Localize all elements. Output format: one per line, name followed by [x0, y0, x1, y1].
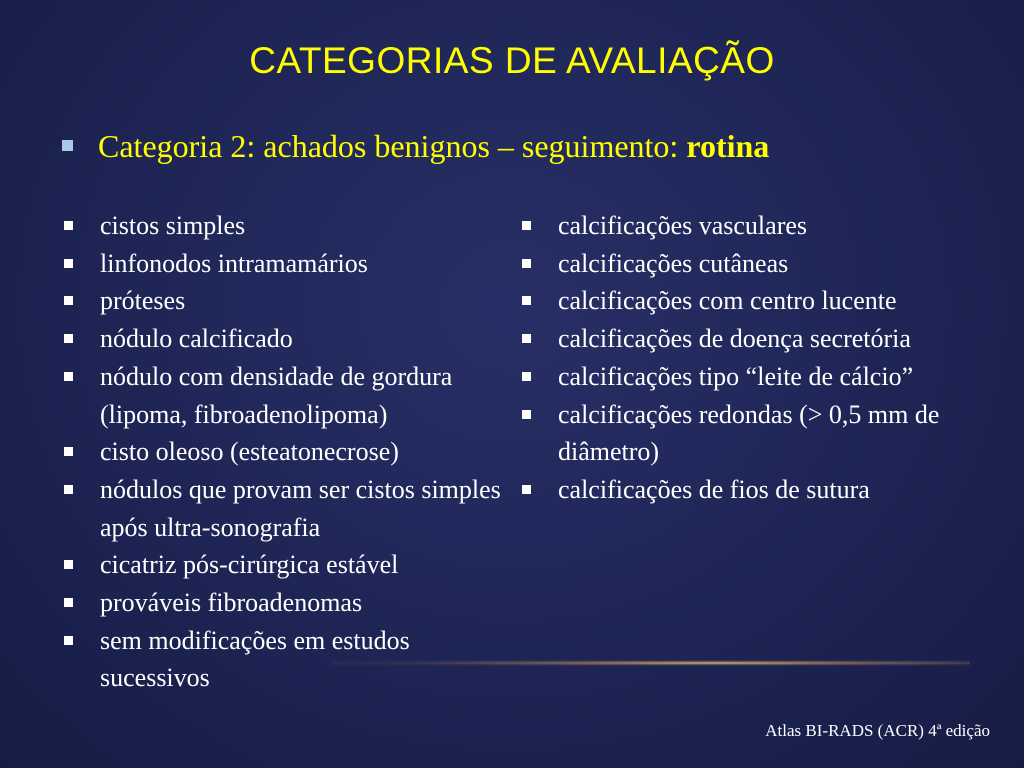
square-bullet-icon: [64, 221, 73, 230]
square-bullet-icon: [64, 334, 73, 343]
list-item: [64, 245, 504, 283]
square-bullet-icon: [64, 447, 73, 456]
list-item: [522, 320, 992, 358]
list-item: [64, 207, 504, 245]
decorative-light-streak: [330, 660, 970, 666]
list-item-text: linfonodos intramamários: [100, 248, 368, 278]
list-item-text: próteses: [100, 286, 186, 316]
list-item-text: nódulo calcificado: [100, 324, 293, 354]
list-item-text: cicatriz pós-cirúrgica estável: [100, 550, 399, 580]
list-item: [64, 320, 504, 358]
list-item-text: calcificações cutâneas: [558, 248, 789, 278]
square-bullet-icon: [64, 259, 73, 268]
square-bullet-icon: [522, 221, 531, 230]
list-item: [522, 358, 992, 396]
list-item-text: nódulos que provam ser cistos simples após ultra-sonografia: [100, 474, 501, 542]
list-item-text: calcificações redondas (> 0,5 mm de diâmetro): [558, 399, 940, 467]
square-bullet-icon: [522, 259, 531, 268]
square-bullet-icon: [522, 410, 531, 419]
list-item: [522, 396, 992, 471]
right-bullet-list: [522, 207, 992, 509]
list-item: [64, 282, 504, 320]
square-bullet-icon: [64, 636, 73, 645]
square-bullet-icon: [522, 485, 531, 494]
left-bullet-list: [64, 207, 504, 697]
square-bullet-icon: [522, 296, 531, 305]
list-item-text: calcificações com centro lucente: [558, 286, 897, 316]
main-bullet-prefix: Categoria 2: achados benignos – seguimento:: [98, 128, 687, 164]
square-bullet-icon: [64, 296, 73, 305]
square-bullet-icon: [62, 140, 73, 151]
square-bullet-icon: [522, 372, 531, 381]
list-item: [522, 207, 992, 245]
list-item-text: calcificações vasculares: [558, 211, 808, 240]
list-item: [522, 245, 992, 283]
source-footnote: Atlas BI-RADS (ACR) 4ª edição: [765, 721, 990, 740]
square-bullet-icon: [64, 560, 73, 569]
main-bullet-text: [98, 128, 769, 165]
list-item-text: cistos simples: [100, 211, 246, 240]
square-bullet-icon: [64, 598, 73, 607]
list-item: [64, 584, 504, 622]
square-bullet-icon: [64, 485, 73, 494]
square-bullet-icon: [522, 334, 531, 343]
main-bullet-emphasis: rotina: [686, 128, 770, 164]
list-item: [522, 471, 992, 509]
list-item-text: cisto oleoso (esteatonecrose): [100, 437, 399, 467]
slide-title: CATEGORIAS DE AVALIAÇÃO: [249, 40, 775, 81]
list-item: [64, 471, 504, 546]
list-item: [64, 546, 504, 584]
list-item-text: calcificações de fios de sutura: [558, 474, 870, 504]
list-item-text: prováveis fibroadenomas: [100, 588, 363, 618]
square-bullet-icon: [64, 372, 73, 381]
list-item: [522, 282, 992, 320]
list-item-text: calcificações tipo “leite de cálcio”: [558, 361, 914, 391]
list-item-text: sem modificações em estudos sucessivos: [100, 625, 410, 693]
list-item: [64, 358, 504, 433]
list-item: [64, 433, 504, 471]
list-item-text: nódulo com densidade de gordura (lipoma, fibroadenolipoma): [100, 361, 453, 429]
list-item-text: calcificações de doença secretória: [558, 324, 911, 354]
